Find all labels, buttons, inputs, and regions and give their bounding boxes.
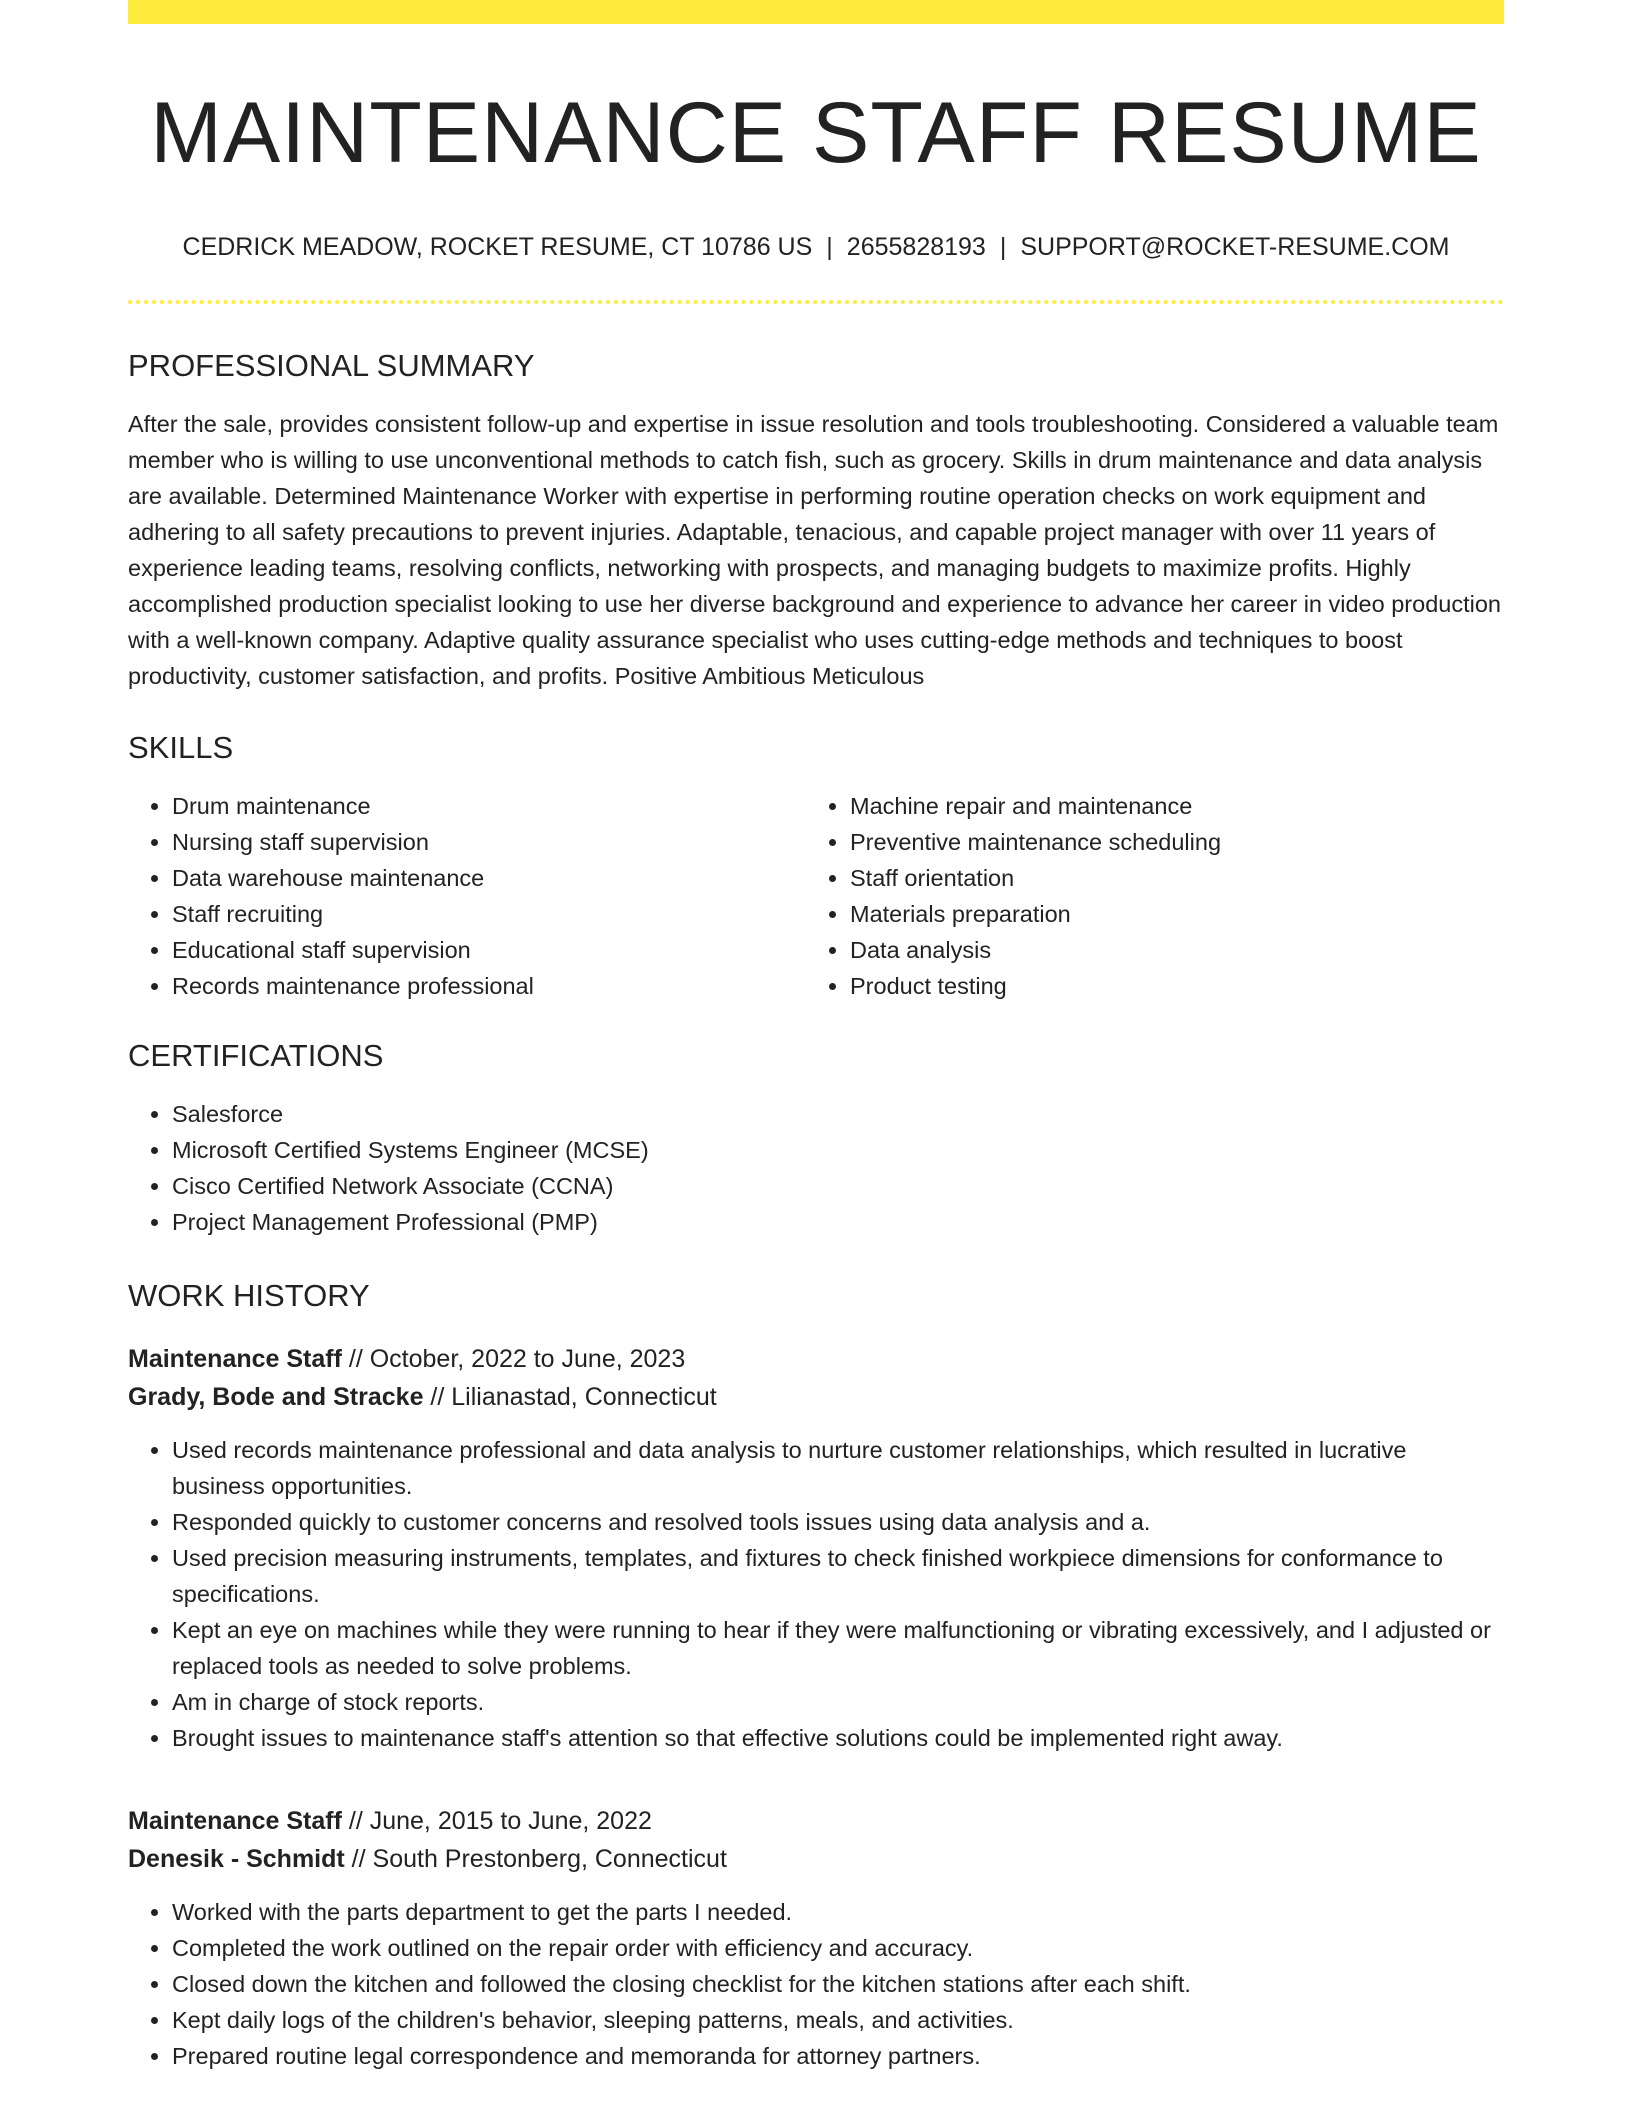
job-duty-item: • Brought issues to maintenance staff's attention so that effective solutions could be implemented right away.: [172, 1720, 1504, 1756]
job-title-line: [128, 1340, 1504, 1378]
skill-item: • Staff orientation: [850, 860, 1484, 896]
job-duty-item: • Used records maintenance professional and data analysis to nurture customer relationships, which resulted in lucrative business opportunities.: [172, 1432, 1504, 1504]
skills-grid: [128, 788, 1504, 1004]
job-duty-item: • Used precision measuring instruments, templates, and fixtures to check finished workpiece dimensions for conformance to specifications.: [172, 1540, 1504, 1612]
job-title: Maintenance Staff: [128, 1806, 342, 1835]
dotted-divider: [128, 300, 1504, 304]
skill-item: • Educational staff supervision: [172, 932, 806, 968]
job-location: // South Prestonberg, Connecticut: [344, 1844, 727, 1873]
contact-separator: |: [999, 232, 1007, 261]
contact-line: [128, 233, 1504, 262]
skill-item: • Staff recruiting: [172, 896, 806, 932]
job-title: Maintenance Staff: [128, 1344, 342, 1373]
job-company: Denesik - Schmidt: [128, 1844, 345, 1873]
skill-item: • Materials preparation: [850, 896, 1484, 932]
certification-item: • Microsoft Certified Systems Engineer (MCSE): [172, 1132, 1504, 1168]
certifications-heading: CERTIFICATIONS: [128, 1037, 384, 1073]
certification-item: • Project Management Professional (PMP): [172, 1204, 1504, 1240]
job-company-line: [128, 1378, 1504, 1416]
skill-item: • Data analysis: [850, 932, 1484, 968]
skill-item: • Drum maintenance: [172, 788, 806, 824]
job-entry: [128, 1802, 1504, 2074]
job-duty-item: • Completed the work outlined on the repair order with efficiency and accuracy.: [172, 1930, 1504, 1966]
skill-item: • Machine repair and maintenance: [850, 788, 1484, 824]
resume-page: [128, 0, 1504, 2074]
summary-text: After the sale, provides consistent follow-up and expertise in issue resolution and tools troubleshooting. Considered a valuable team member who is willing to use unconventional methods to catch fish, such as grocery. Skills in drum maintenance and data analysis are available. Determined Maintenance Worker with expertise in performing routine operation checks on work equipment and adhering to all safety precautions to prevent injuries. Adaptable, tenacious, and capable project manager with over 11 years of experience leading teams, resolving conflicts, networking with prospects, and managing budgets to maximize profits. Highly accomplished production specialist looking to use her diverse background and experience to advance her career in video production with a well-known company. Adaptive quality assurance specialist who uses cutting-edge methods and techniques to boost productivity, customer satisfaction, and profits. Positive Ambitious Meticulous: [128, 410, 1501, 689]
job-duty-item: • Kept daily logs of the children's behavior, sleeping patterns, meals, and activities.: [172, 2002, 1504, 2038]
job-entry: [128, 1340, 1504, 1756]
certifications-list: [128, 1096, 1504, 1240]
skill-item: • Preventive maintenance scheduling: [850, 824, 1484, 860]
skill-item: • Nursing staff supervision: [172, 824, 806, 860]
skill-item: • Records maintenance professional: [172, 968, 806, 1004]
skills-column-left: [128, 788, 806, 1004]
job-company-line: [128, 1840, 1504, 1878]
summary-heading: PROFESSIONAL SUMMARY: [128, 347, 535, 383]
top-accent-bar: [128, 0, 1504, 24]
contact-email: SUPPORT@ROCKET-RESUME.COM: [1020, 232, 1450, 261]
contact-address: CEDRICK MEADOW, ROCKET RESUME, CT 10786 US: [182, 232, 813, 261]
job-company: Grady, Bode and Stracke: [128, 1382, 424, 1411]
job-duty-item: • Worked with the parts department to get the parts I needed.: [172, 1894, 1504, 1930]
job-location: // Lilianastad, Connecticut: [423, 1382, 717, 1411]
work-history-heading: WORK HISTORY: [128, 1277, 370, 1313]
job-duty-item: • Closed down the kitchen and followed the closing checklist for the kitchen stations after each shift.: [172, 1966, 1504, 2002]
job-dates: // October, 2022 to June, 2023: [341, 1344, 686, 1373]
skills-column-right: [806, 788, 1484, 1004]
job-duty-item: • Kept an eye on machines while they were running to hear if they were malfunctioning or vibrating excessively, and I adjusted or replaced tools as needed to solve problems.: [172, 1612, 1504, 1684]
certification-item: • Cisco Certified Network Associate (CCNA): [172, 1168, 1504, 1204]
contact-separator: |: [826, 232, 833, 261]
job-duty-item: • Am in charge of stock reports.: [172, 1684, 1504, 1720]
resume-title: MAINTENANCE STAFF RESUME: [150, 85, 1482, 181]
skills-heading: SKILLS: [128, 729, 234, 765]
job-duties-list: [128, 1894, 1504, 2074]
contact-phone: 2655828193: [846, 232, 986, 261]
skill-item: • Data warehouse maintenance: [172, 860, 806, 896]
certification-item: • Salesforce: [172, 1096, 1504, 1132]
job-duties-list: [128, 1432, 1504, 1756]
job-duty-item: • Prepared routine legal correspondence and memoranda for attorney partners.: [172, 2038, 1504, 2074]
skill-item: • Product testing: [850, 968, 1484, 1004]
job-duty-item: • Responded quickly to customer concerns and resolved tools issues using data analysis and a.: [172, 1504, 1504, 1540]
job-title-line: [128, 1802, 1504, 1840]
job-dates: // June, 2015 to June, 2022: [341, 1806, 652, 1835]
